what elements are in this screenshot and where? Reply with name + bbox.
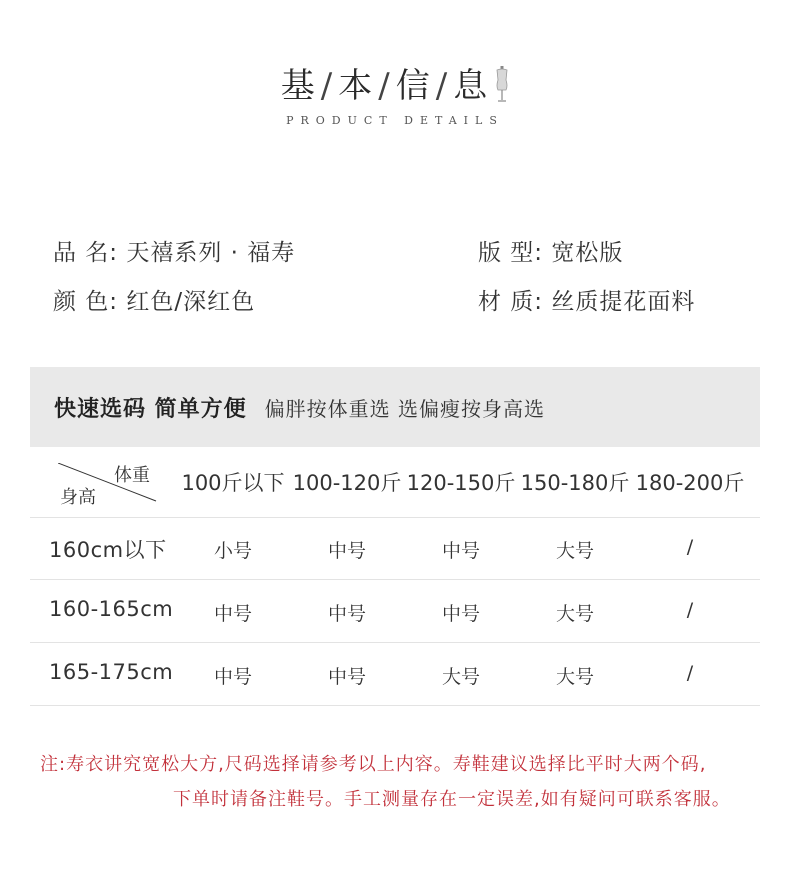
row-header-height: 160-165cm — [49, 597, 174, 621]
column-header: 100斤以下 — [181, 471, 285, 495]
corner-label-weight: 体重 — [114, 465, 150, 486]
sizing-note-line-2: 下单时请备注鞋号。手工测量存在一定误差,如有疑问可联系客服。 — [173, 789, 731, 810]
title-char: 基 — [280, 66, 317, 106]
page-subtitle: PRODUCT DETAILS — [286, 114, 504, 127]
size-guide-banner — [30, 367, 760, 447]
banner-heading: 快速选码 简单方便 — [54, 396, 247, 422]
size-cell: 大号 — [555, 603, 594, 625]
product-color: 颜 色: 红色/深红色 — [53, 289, 256, 315]
column-header: 100-120斤 — [292, 471, 402, 495]
title-char: 本 — [338, 66, 375, 106]
size-cell: 中号 — [213, 603, 252, 625]
sizing-note-line-1: 注:寿衣讲究宽松大方,尺码选择请参考以上内容。寿鞋建议选择比平时大两个码, — [40, 754, 707, 775]
corner-label-height: 身高 — [60, 487, 96, 508]
size-cell: 中号 — [213, 666, 252, 688]
product-fit: 版 型: 宽松版 — [478, 240, 624, 266]
title-char: 信 — [395, 66, 432, 106]
row-header-height: 165-175cm — [49, 660, 174, 684]
size-cell: 中号 — [327, 540, 366, 562]
column-header: 120-150斤 — [406, 471, 516, 495]
table-row — [30, 517, 760, 580]
column-header: 180-200斤 — [635, 471, 745, 495]
size-cell: / — [686, 599, 694, 621]
table-row — [30, 643, 760, 706]
title-separator: / — [320, 66, 335, 106]
size-cell: 中号 — [327, 666, 366, 688]
size-cell: 中号 — [327, 603, 366, 625]
title-separator: / — [378, 66, 392, 106]
product-name: 品 名: 天禧系列 · 福寿 — [53, 240, 296, 266]
size-cell: 中号 — [441, 603, 480, 625]
mannequin-icon — [495, 66, 509, 102]
size-cell: / — [686, 536, 694, 558]
table-row — [30, 580, 760, 643]
size-cell: / — [686, 662, 694, 684]
size-cell: 大号 — [441, 666, 480, 688]
title-separator: / — [435, 66, 450, 106]
banner-subheading: 偏胖按体重选 选偏瘦按身高选 — [264, 396, 546, 421]
product-material: 材 质: 丝质提花面料 — [478, 289, 696, 315]
size-cell: 大号 — [555, 540, 594, 562]
size-cell: 中号 — [441, 540, 480, 562]
size-table-header — [30, 447, 760, 518]
size-cell: 大号 — [555, 666, 594, 688]
column-header: 150-180斤 — [520, 471, 630, 495]
page-title — [0, 58, 790, 107]
size-cell: 小号 — [213, 540, 252, 562]
row-header-height: 160cm以下 — [49, 538, 167, 562]
title-char: 息 — [453, 66, 490, 106]
